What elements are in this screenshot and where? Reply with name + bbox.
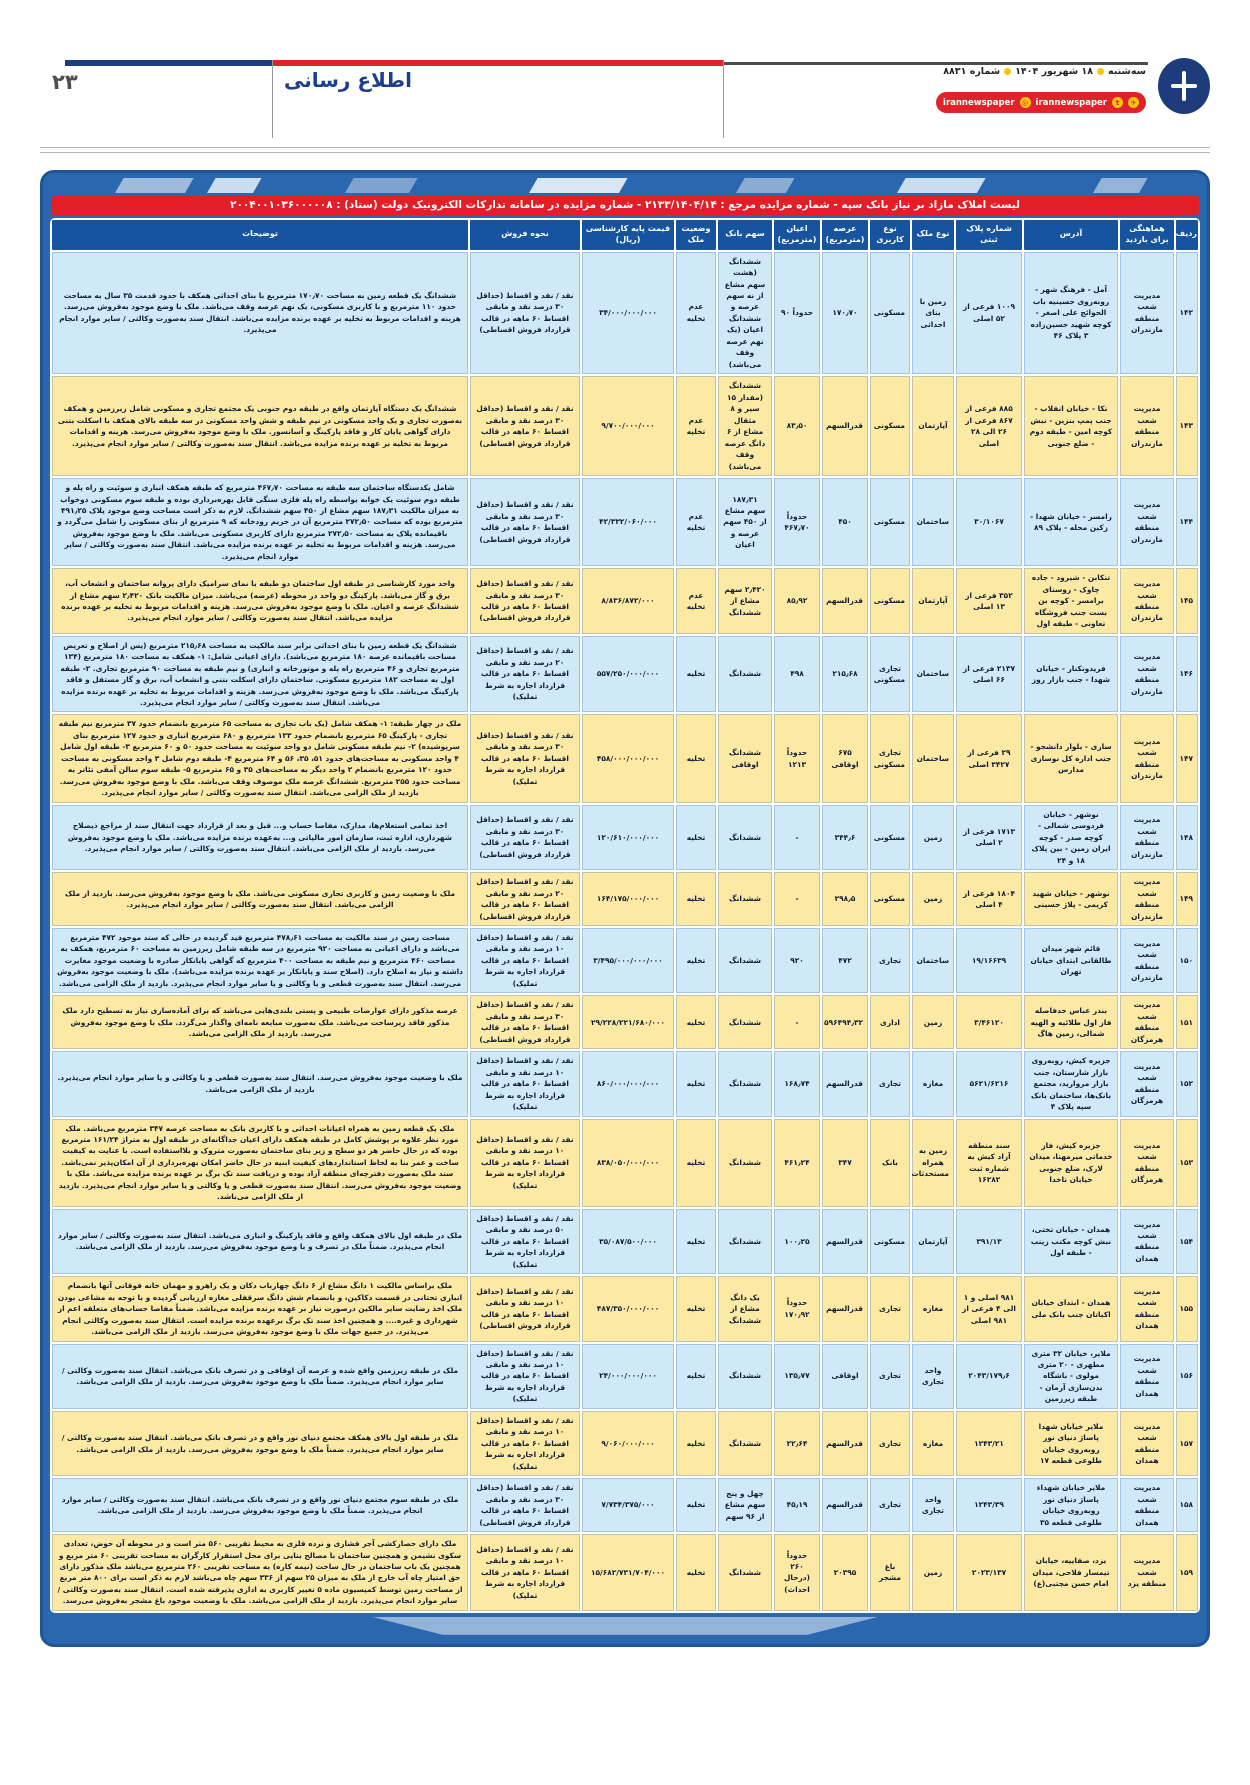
cell-coordination: مدیریت شعب منطقه همدان xyxy=(1120,1478,1174,1532)
cell-notes: ملک براساس مالکیت ۱ دانگ مشاع از ۶ دانگ چهارباب دکان و یک راهرو و مهمان خانه فوقانی آنها بانضمام انباری تحتانی در قسمت دکاکین، و بانضمام شش دانگ سرقفلی مغازه ارزیابی گردیده و با توجه به مشاعی بودن ملک اخذ رضایت سایر مالکین درصورت نیاز بر عهده برنده مزایده می‌باشد. ضمناً مفاصا حساب‌های متعلقه اعم از شهرداری و غیره.... و همچنین اخذ سند تک برگ برعهده برنده مزایده است. انتقال سند به‌صورت وکالتی انجام می‌پذیرد. در جمیع جهات ملک با وضع موجود به‌فروش می‌رسد. بازدید از ملک الزامی می‌باشد. xyxy=(52,1276,468,1341)
cell-bank-share: ششدانگ xyxy=(718,872,772,926)
cell-usage-type: تجاری مسکونی xyxy=(870,636,910,713)
cell-building-area: ۱۳۵٫۷۷ xyxy=(774,1344,820,1409)
cell-plate-number: ۱۰۰۹ فرعی از ۵۲ اصلی xyxy=(956,252,1022,375)
cell-row-number: ۱۴۷ xyxy=(1176,714,1198,802)
table-header xyxy=(52,220,1198,250)
cell-sale-method: نقد / نقد و اقساط (حداقل ۳۰ درصد نقد و مابقی اقساط ۶۰ ماهه در قالب قرارداد فروش اقساطی) xyxy=(470,995,580,1049)
cell-row-number: ۱۵۸ xyxy=(1176,1478,1198,1532)
cell-property-status: عدم تخلیه xyxy=(676,568,716,633)
cell-property-type: زمین xyxy=(912,805,954,870)
cell-row-number: ۱۵۰ xyxy=(1176,928,1198,993)
cell-plate-number: ۱۷۱۳ فرعی از ۲ اصلی xyxy=(956,805,1022,870)
cell-coordination: مدیریت شعب منطقه مازندران xyxy=(1120,872,1174,926)
cell-address: جزیره کیش، روبه‌روی بازار شارستان، جنب بازار مروارید، مجتمع بانک‌ها، ساختمان بانک سپه پلاک ۴ xyxy=(1024,1051,1118,1116)
cell-notes: ملک در طبقه زیرزمین واقع شده و عرصه آن اوقافی و در تصرف بانک می‌باشد. انتقال سند به‌صورت وکالتی / سایر موارد انجام می‌پذیرد. ضمناً ملک با وضع موجود به‌فروش می‌رسد. بازدید از ملک الزامی می‌باشد. xyxy=(52,1344,468,1409)
cell-property-type: زمین با بنای احداثی xyxy=(912,252,954,375)
cell-bank-share: ششدانگ اوقافی xyxy=(718,714,772,802)
cell-notes: ششدانگ یک قطعه زمین با بنای احداثی برابر سند مالکیت به مساحت ۲۱۵٫۶۸ مترمربع (پس از اصلاح و تعریض مساحت باقیمانده عرصه ۱۸۰ مترمربع می‌باشد). دارای اعیانی شامل: ۱- همکف به مساحت ۱۸۰ مترمربع (۱۳۴ مترمربع تجاری و ۴۶ مترمربع راه پله و موتورخانه و انباری) و نیم طبقه به مساحت ۹۰ مترمربع تجاری. ۲- طبقه اول به مساحت ۱۸۲ مترمربع مسکونی. ساختمان دارای اسکلت بتنی و انشعاب آب، برق و گاز مستقل و فاقد پارکینگ می‌باشد. ملک با وضع موجود به‌فروش می‌رسد. هزینه و اقدامات مربوط به تخلیه بر عهده برنده مزایده می‌باشد. انتقال سند به‌صورت وکالتی / سایر موارد انجام می‌پذیرد. xyxy=(52,636,468,713)
cell-row-number: ۱۵۲ xyxy=(1176,1051,1198,1116)
cell-address: ملایر، خیابان ۳۲ متری مطهری - ۲۰ متری مولوی - باشگاه بدن‌سازی آرمان - طبقه زیرزمین xyxy=(1024,1344,1118,1409)
cell-notes: شامل یکدستگاه ساختمان سه طبقه به مساحت ۴۶۷٫۷۰ مترمربع که طبقه همکف انباری و سوئیت و راه پله و طبقه دوم سوئیت یک خوابه بواسطه راه پله فلزی سنگی قابل بهره‌برداری بوده و طبقه سوم مسکونی دوخواب به میزان مالکیت ۱۸۷٫۳۱ سهم مشاع از ۴۵۰ سهم ششدانگ. لازم به ذکر است مساحت وضع موجود پلاک ۴۹۱٫۲۵ مترمربع بوده که مساحت ۲۷۲٫۵۰ مترمربع آن در حریم رودخانه که ۹ مترمربع از بنای مسکونی را شامل می‌گردد و باقیمانده پلاک به مساحت ۲۷۲٫۵۰ مترمربع دارای کاربری مسکونی می‌باشد. ملک با وضع موجود به‌فروش می‌رسد. هزینه و اقدامات مربوط به تخلیه بر عهده برنده مزایده می‌باشد. انتقال سند به‌صورت وکالتی / سایر موارد انجام می‌پذیرد. xyxy=(52,478,468,566)
cell-sale-method: نقد / نقد و اقساط (حداقل ۳۰ درصد نقد و مابقی اقساط ۶۰ ماهه در قالب قرارداد اجاره به شرط تملیک) xyxy=(470,714,580,802)
cell-property-status: تخلیه xyxy=(676,1051,716,1116)
separator-dot-icon xyxy=(1004,68,1011,75)
cell-land-area: ۲۰۳۹۵ xyxy=(822,1534,868,1611)
table-row xyxy=(52,252,1198,375)
cell-property-status: تخلیه xyxy=(676,1209,716,1274)
cell-bank-share: ششدانگ xyxy=(718,636,772,713)
cell-base-price: ۹/۷۰۰/۰۰۰/۰۰۰ xyxy=(582,376,674,476)
social-handle[interactable]: irannewspaper xyxy=(943,97,1015,108)
column-header: نوع ملک xyxy=(912,220,954,250)
table-row xyxy=(52,714,1198,802)
cell-property-status: عدم تخلیه xyxy=(676,252,716,375)
cell-bank-share: ششدانگ xyxy=(718,1411,772,1476)
cell-coordination: مدیریت شعب منطقه مازندران xyxy=(1120,478,1174,566)
cell-row-number: ۱۴۸ xyxy=(1176,805,1198,870)
cell-base-price: ۲۹/۲۲۸/۲۲۱/۶۸۰/۰۰۰ xyxy=(582,995,674,1049)
cell-notes: ملک با وضعیت موجود به‌فروش می‌رسد. انتقال سند به‌صورت قطعی و یا وکالتی و یا سایر موارد انجام می‌پذیرد. بازدید از ملک الزامی می‌باشد. xyxy=(52,1051,468,1116)
weekday: سه‌شنبه xyxy=(1108,66,1146,77)
cell-base-price: ۱۲۰/۶۱۰/۰۰۰/۰۰۰ xyxy=(582,805,674,870)
cell-building-area: حدوداً ۱۲۱۳ xyxy=(774,714,820,802)
cell-property-type: ساختمان xyxy=(912,714,954,802)
cell-property-type: مغازه xyxy=(912,1411,954,1476)
cell-land-area: ۶۷۵ اوقافی xyxy=(822,714,868,802)
cell-notes: ششدانگ یک قطعه زمین به مساحت ۱۷۰٫۷۰ مترمربع با بنای احداثی همکف با حدود قدمت ۳۵ سال به مساحت حدود ۱۱۰ مترمربع و با کاربری مسکونی، یک نهم عرصه وقف می‌باشد. ملک با وضع موجود به‌فروش می‌رسد. هزینه و اقدامات مربوط به تخلیه بر عهده برنده مزایده می‌باشد. انتقال سند به‌صورت وکالتی / سایر موارد انجام می‌پذیرد. xyxy=(52,252,468,375)
cell-base-price: ۴۸۷/۳۵۰/۰۰۰/۰۰۰ xyxy=(582,1276,674,1341)
table-row xyxy=(52,1534,1198,1611)
cell-sale-method: نقد / نقد و اقساط (حداقل ۱۰ درصد نقد و مابقی اقساط ۶۰ ماهه در قالب قرارداد فروش اقساطی) xyxy=(470,1276,580,1341)
cell-notes: ملک دارای حصارکشی آجر فشاری و نرده فلزی به محیط تقریبی ۵۶۰ متر است و در محوطه آن حوض، تعدادی سکوی نشیمن و همچنین ساختمان با مصالح بنایی برای محل استقرار کارگران به مساحت تقریبی ۶۰ متر مربع و همچنین یک باب ساختمان در حال ساخت (نیمه کاره) به مساحت تقریبی ۲۶۰ مترمربع می‌باشد ملک مذکور دارای حق امتیاز چاه آب خارج از ملک به میزان ۲۵ سهم از ۳۳۶ سهم چاه می‌باشد لازم به ذکر است برای ۸۰۰ متر مربع از مساحت زمین توسط کمیسیون ماده ۵ تغییر کاربری به اداری پذیرفته شده است. انتقال سند به‌صورت وکالتی / سایر موارد انجام می‌پذیرد. بازدید از ملک الزامی می‌باشد. ملک با وضعیت موجود باغ مشجر به‌فروش می‌رسد. xyxy=(52,1534,468,1611)
cell-building-area: - xyxy=(774,872,820,926)
auction-table-frame xyxy=(40,170,1210,1647)
masthead-red-bar xyxy=(272,60,723,66)
cell-base-price: ۱۶۴/۱۷۵/۰۰۰/۰۰۰ xyxy=(582,872,674,926)
cell-land-area: ۴۷۲ xyxy=(822,928,868,993)
cell-property-status: تخلیه xyxy=(676,1534,716,1611)
table-row xyxy=(52,872,1198,926)
cell-sale-method: نقد / نقد و اقساط (حداقل ۱۰ درصد نقد و مابقی اقساط ۶۰ ماهه در قالب قرارداد اجاره به شرط تملیک) xyxy=(470,928,580,993)
cell-usage-type: تجاری xyxy=(870,1478,910,1532)
cell-property-type: زمین xyxy=(912,872,954,926)
cell-address: ملایر خیابان شهداء پاساژ دنیای نور روبه‌روی خیابان طلوعی قطعه ۳۵ xyxy=(1024,1478,1118,1532)
cell-coordination: مدیریت شعب منطقه مازندران xyxy=(1120,714,1174,802)
cell-coordination: مدیریت شعب منطقه هرمزگان xyxy=(1120,1119,1174,1207)
cell-base-price: ۸۳۸/۰۵۰/۰۰۰/۰۰۰ xyxy=(582,1119,674,1207)
logo-plus-icon xyxy=(1171,71,1197,101)
table-row xyxy=(52,1411,1198,1476)
column-header: وضعیت ملک xyxy=(676,220,716,250)
cell-coordination: مدیریت شعب منطقه مازندران xyxy=(1120,252,1174,375)
cell-address: یزد، صفاییه، خیابان تیمسار فلاحی، میدان امام حسن مجتبی(ع) xyxy=(1024,1534,1118,1611)
cell-building-area: ۱۰۰٫۲۵ xyxy=(774,1209,820,1274)
cell-usage-type: تجاری مسکونی xyxy=(870,714,910,802)
cell-notes: اخذ تمامی استعلام‌ها، مدارک، مفاصا حساب و... قبل و بعد از قرارداد جهت انتقال سند از مراجع ذیصلاح شهرداری، اداره ثبت، سازمان امور مالیاتی و... به‌عهده برنده مزایده می‌باشد. ملک با وضع موجود به‌فروش می‌رسد. بازدید از ملک الزامی می‌باشد. انتقال سند به‌صورت وکالتی / سایر موارد انجام می‌پذیرد. xyxy=(52,805,468,870)
cell-address: فریدونکنار - خیابان شهدا - جنب بازار روز xyxy=(1024,636,1118,713)
cell-notes: ملک در چهار طبقه: ۱- همکف شامل (یک باب تجاری به مساحت ۶۵ مترمربع بانضمام حدود ۳۷ مترمربع نیم طبقه تجاری - پارکینگ ۶۵ مترمربع بانضمام حدود ۱۳۳ مترمربع و ۶۸۰ مترمربع انباری و حدود ۱۲۷ مترمربع بنای سرپوشیده) ۲- نیم طبقه مسکونی شامل دو واحد سوئیت به مساحت حدود ۵۰ و ۶۰ مترمربع ۳- طبقه اول شامل ۴ واحد مسکونی به مساحت‌های حدود ۵۱، ۳۵، ۵۶ و ۶۴ مترمربع ۴- طبقه دوم شامل ۳ واحد مسکونی به مساحت حدود ۱۲۰ مترمربع بانضمام ۲ واحد دیگر به مساحت‌های ۳۵ و ۶۵ مترمربع ۵- طبقه سوم سالن آمفی تئاتر به مساحت حدود ۲۵۵ مترمربع. ششدانگ عرصه ملک موصوف وقف می‌باشد. ملک با وضع موجود به‌فروش می‌رسد. بازدید از ملک الزامی می‌باشد. انتقال سند به‌صورت وکالتی / سایر موارد انجام می‌پذیرد. xyxy=(52,714,468,802)
cell-building-area: ۲۲٫۶۴ xyxy=(774,1411,820,1476)
issue-date-line xyxy=(943,66,1146,77)
cell-property-status: تخلیه xyxy=(676,928,716,993)
cell-bank-share: ششدانگ xyxy=(718,1344,772,1409)
cell-sale-method: نقد / نقد و اقساط (حداقل ۳۰ درصد نقد و مابقی اقساط ۶۰ ماهه در قالب قرارداد فروش اقساطی) xyxy=(470,805,580,870)
cell-property-type: آپارتمان xyxy=(912,1209,954,1274)
cell-address: نکا - خیابان انقلاب - جنب پمپ بنزین - نبش کوچه امین - طبقه دوم - ضلع جنوبی xyxy=(1024,376,1118,476)
cell-property-type: مغازه xyxy=(912,1276,954,1341)
cell-sale-method: نقد / نقد و اقساط (حداقل ۳۰ درصد نقد و مابقی اقساط ۶۰ ماهه در قالب قرارداد فروش اقساطی) xyxy=(470,478,580,566)
column-header: توضیحات xyxy=(52,220,468,250)
cell-base-price: ۳۵/۰۸۷/۵۰۰/۰۰۰ xyxy=(582,1209,674,1274)
cell-row-number: ۱۴۳ xyxy=(1176,376,1198,476)
table-body xyxy=(52,252,1198,1611)
instagram-icon[interactable]: ◎ xyxy=(1020,97,1031,108)
cell-coordination: مدیریت شعب منطقه یزد xyxy=(1120,1534,1174,1611)
column-header: سهم بانک xyxy=(718,220,772,250)
header-row xyxy=(52,220,1198,250)
cell-sale-method: نقد / نقد و اقساط (حداقل ۳۰ درصد نقد و مابقی اقساط ۶۰ ماهه در قالب قرارداد فروش اقساطی) xyxy=(470,1478,580,1532)
cell-property-status: عدم تخلیه xyxy=(676,376,716,476)
table-row xyxy=(52,376,1198,476)
masthead-divider xyxy=(272,60,273,138)
cell-coordination: مدیریت شعب منطقه مازندران xyxy=(1120,568,1174,633)
column-header: نحوه فروش xyxy=(470,220,580,250)
cell-sale-method: نقد / نقد و اقساط (حداقل ۲۰ درصد نقد و مابقی اقساط ۶۰ ماهه در قالب قرارداد اجاره به شرط تملیک) xyxy=(470,636,580,713)
cell-land-area: قدرالسهم xyxy=(822,568,868,633)
cell-usage-type: مسکونی xyxy=(870,252,910,375)
cell-base-price: ۸/۸۳۶/۸۷۲/۰۰۰ xyxy=(582,568,674,633)
cell-bank-share: ششدانگ xyxy=(718,1209,772,1274)
cell-property-type: واحد تجاری xyxy=(912,1344,954,1409)
cell-property-status: تخلیه xyxy=(676,1276,716,1341)
cell-base-price: ۴۵۸/۰۰۰/۰۰۰/۰۰۰ xyxy=(582,714,674,802)
cell-row-number: ۱۵۹ xyxy=(1176,1534,1198,1611)
cell-address: تنکابن - شیرود - جاده چاوک - روستای برامسر - کوچه بن بست جنب فروشگاه تعاونی - طبقه اول xyxy=(1024,568,1118,633)
header-divider xyxy=(40,147,1210,148)
column-header: هماهنگی برای بازدید xyxy=(1120,220,1174,250)
cell-plate-number: ۲۰۴۳/۱۷۹٫۶ xyxy=(956,1344,1022,1409)
header-divider xyxy=(40,152,1210,153)
cell-row-number: ۱۴۹ xyxy=(1176,872,1198,926)
cell-address: قائم شهر میدان طالقانی ابتدای خیابان تهران xyxy=(1024,928,1118,993)
cell-property-type: واحد تجاری xyxy=(912,1478,954,1532)
cell-plate-number: ۳۵۲ فرعی از ۱۳ اصلی xyxy=(956,568,1022,633)
cell-usage-type: تجاری xyxy=(870,1344,910,1409)
cell-land-area: قدرالسهم xyxy=(822,376,868,476)
cell-address: نوشهر - خیابان شهید کریمی - پلاژ حسینی xyxy=(1024,872,1118,926)
cell-coordination: مدیریت شعب منطقه مازندران xyxy=(1120,928,1174,993)
cell-land-area: ۲۹۸٫۵ xyxy=(822,872,868,926)
table-row xyxy=(52,1119,1198,1207)
cell-usage-type: مسکونی xyxy=(870,872,910,926)
cell-bank-share: ششدانگ xyxy=(718,995,772,1049)
cell-property-type: ساختمان xyxy=(912,928,954,993)
cell-base-price: ۳۴/۰۰۰/۰۰۰/۰۰۰ xyxy=(582,252,674,375)
masthead-divider xyxy=(723,60,724,138)
column-header: نوع کاربری xyxy=(870,220,910,250)
table-row xyxy=(52,1478,1198,1532)
cell-usage-type: مسکونی xyxy=(870,478,910,566)
cell-notes: ملک در طبقه اول بالای همکف مجتمع دنیای نور واقع و در تصرف بانک می‌باشد. انتقال سند به‌صورت وکالتی / سایر موارد انجام می‌پذیرد. ضمناً ملک با وضع موجود به‌فروش می‌رسد. بازدید از ملک الزامی می‌باشد. xyxy=(52,1411,468,1476)
cell-usage-type: تجاری xyxy=(870,1411,910,1476)
cell-notes: واحد مورد کارشناسی در طبقه اول ساختمان دو طبقه با نمای سرامیک دارای پروانه ساختمان و انشعاب آب، برق و گاز می‌باشد. پارکینگ دو واحد در محوطه (عرصه) می‌باشد. میزان مالکیت بانک ۲٫۴۲۰ سهم مشاع از ششدانگ عرصه و اعیان. ملک با وضع موجود به‌فروش می‌رسد. هزینه و اقدامات مربوط به تخلیه بر عهده برنده مزایده می‌باشد. انتقال سند به‌صورت وکالتی / سایر موارد انجام می‌پذیرد. xyxy=(52,568,468,633)
table-row xyxy=(52,1051,1198,1116)
column-header: عرصه (مترمربع) xyxy=(822,220,868,250)
cell-row-number: ۱۴۶ xyxy=(1176,636,1198,713)
cell-notes: عرصه مذکور دارای عوارضات طبیعی و پستی بلندی‌هایی می‌باشد که برای آماده‌سازی نیاز به تسطیح دارد ملک مذکور فاقد زیرساخت می‌باشد. ملک به‌صورت مبایعه نامه‌ای واگذار می‌گردد. ملک با وضع موجود به‌فروش می‌رسد. بازدید از ملک الزامی می‌باشد. xyxy=(52,995,468,1049)
cell-property-status: تخلیه xyxy=(676,805,716,870)
cell-plate-number: ۸۸۵ فرعی از ۸۶۷ فرعی از ۲۶ الی ۲۸ اصلی xyxy=(956,376,1022,476)
cell-bank-share: ششدانگ (هشت سهم مشاع از نه سهم عرصه و ششدانگ اعیان (یک نهم عرصه وقف می‌باشد) xyxy=(718,252,772,375)
cell-building-area: حدوداً ۴۶۷٫۷۰ xyxy=(774,478,820,566)
cell-building-area: حدوداً ۲۶۰ (درحال احداث) xyxy=(774,1534,820,1611)
cell-plate-number: ۱۲۴۳/۲۱ xyxy=(956,1411,1022,1476)
cell-notes: ششدانگ یک دستگاه آپارتمان واقع در طبقه دوم جنوبی یک مجتمع تجاری و مسکونی شامل زیرزمین و همکف به‌صورت تجاری و یک واحد مسکونی در نیم طبقه و شش واحد مسکونی در سه طبقه بالای همکف با اسکلت بتنی دارای گواهی پایان کار و فاقد پارکینگ و آسانسور. ملک با وضع موجود به‌فروش می‌رسد. هزینه و اقدامات مربوط به تخلیه بر عهده برنده مزایده می‌باشد. انتقال سند به‌صورت وکالتی / سایر موارد انجام می‌پذیرد. xyxy=(52,376,468,476)
cell-property-type: زمین xyxy=(912,995,954,1049)
cell-sale-method: نقد / نقد و اقساط (حداقل ۳۰ درصد نقد و مابقی اقساط ۶۰ ماهه در قالب قرارداد فروش اقساطی) xyxy=(470,252,580,375)
cell-property-status: تخلیه xyxy=(676,1344,716,1409)
table-row xyxy=(52,478,1198,566)
table-top-decoration xyxy=(50,178,1200,193)
cell-building-area: - xyxy=(774,995,820,1049)
table-row xyxy=(52,1344,1198,1409)
cell-bank-share: چهل و پنج سهم مشاع از ۹۶ سهم xyxy=(718,1478,772,1532)
cell-building-area: ۸۳٫۵۰ xyxy=(774,376,820,476)
cell-address: نوشهر - خیابان فردوسی شمالی - کوچه صدر - کوچه ایران زمین - بین پلاک ۱۸ و ۲۴ xyxy=(1024,805,1118,870)
column-header: ردیف xyxy=(1176,220,1198,250)
cell-sale-method: نقد / نقد و اقساط (حداقل ۱۰ درصد نقد و مابقی اقساط ۶۰ ماهه در قالب قرارداد اجاره به شرط تملیک) xyxy=(470,1534,580,1611)
cell-usage-type: تجاری xyxy=(870,928,910,993)
issue-date: ۱۸ شهریور ۱۴۰۴ xyxy=(1015,66,1094,77)
cell-notes: ملک یک قطعه زمین به همراه اعیانات احداثی و با کاربری بانک به مساحت عرصه ۳۴۷ مترمربع می‌باشد. ملک مورد نظر علاوه بر پوشش کامل در طبقه همکف دارای اعیان جداگانه‌ای در طبقه اول به متراژ ۱۶۱/۲۴ مترمربع بوده که در حال حاضر هر دو سطح و زیر بنای ساختمان به‌صورت متروک و بلااستفاده است. با عنایت به کیفیت ساخت و عمر بنا به لحاظ استانداردهای کیفیت ابنیه در حال حاضر امکان بهره‌برداری از آن امکان‌پذیر نمی‌باشد. سند ملک به‌صورت دفترچه‌ای منطقه آزاد بوده و دریافت سند تک برگ بر عهده برنده مزایده می‌باشد. ملک با وضعیت موجود به‌فروش می‌رسد. انتقال سند به‌صورت قطعی و یا وکالتی و یا سایر موارد انجام می‌پذیرد. بازدید از ملک الزامی می‌باشد. xyxy=(52,1119,468,1207)
issue-number: شماره ۸۸۳۱ xyxy=(943,66,1001,77)
cell-property-type: زمین به همراه مستحدثات xyxy=(912,1119,954,1207)
cell-sale-method: نقد / نقد و اقساط (حداقل ۱۰ درصد نقد و مابقی اقساط ۶۰ ماهه در قالب قرارداد اجاره به شرط تملیک) xyxy=(470,1119,580,1207)
cell-usage-type: بانک xyxy=(870,1119,910,1207)
cell-notes: ملک در طبقه سوم مجتمع دنیای نور واقع و در تصرف بانک می‌باشد. انتقال سند به‌صورت وکالتی / سایر موارد انجام می‌پذیرد. ضمناً ملک با وضع موجود به‌فروش می‌رسد. بازدید از ملک الزامی می‌باشد. xyxy=(52,1478,468,1532)
table-title: لیست املاک مازاد بر نیاز بانک سپه - شماره مزایده مرجع : ۲۱۳۳/۱۴۰۴/۱۴ - شماره مزایده در سامانه تدارکات الکترونیک دولت (ستاد) : ۲۰۰۴۰۰۱۰۳۶۰۰۰۰۰۸ xyxy=(51,196,1199,215)
cell-sale-method: نقد / نقد و اقساط (حداقل ۲۰ درصد نقد و مابقی اقساط ۶۰ ماهه در قالب قرارداد فروش اقساطی) xyxy=(470,872,580,926)
cell-base-price: ۸۶۰/۰۰۰/۰۰۰/۰۰۰ xyxy=(582,1051,674,1116)
cell-coordination: مدیریت شعب منطقه مازندران xyxy=(1120,376,1174,476)
cell-coordination: مدیریت شعب منطقه همدان xyxy=(1120,1411,1174,1476)
cell-land-area: قدرالسهم xyxy=(822,1276,868,1341)
cell-property-status: تخلیه xyxy=(676,714,716,802)
cell-bank-share: ۱۸۷٫۳۱ سهم مشاع از ۴۵۰ سهم عرصه و اعیان xyxy=(718,478,772,566)
cell-plate-number: ۳۹۱/۱۳ xyxy=(956,1209,1022,1274)
cell-usage-type: تجاری xyxy=(870,1276,910,1341)
cell-sale-method: نقد / نقد و اقساط (حداقل ۳۰ درصد نقد و مابقی اقساط ۶۰ ماهه در قالب قرارداد فروش اقساطی) xyxy=(470,376,580,476)
cell-base-price: ۲۴/۰۰۰/۰۰۰/۰۰۰ xyxy=(582,1344,674,1409)
cell-coordination: مدیریت شعب منطقه هرمزگان xyxy=(1120,995,1174,1049)
cell-sale-method: نقد / نقد و اقساط (حداقل ۱۰ درصد نقد و مابقی اقساط ۶۰ ماهه در قالب قرارداد اجاره به شرط تملیک) xyxy=(470,1411,580,1476)
cell-plate-number: ۱۹/۱۶۶۳۹ xyxy=(956,928,1022,993)
cell-notes: ملک با وضعیت زمین و کاربری تجاری مسکونی می‌باشد. ملک با وضع موجود به‌فروش می‌رسد. بازدید از ملک الزامی می‌باشد. انتقال سند به‌صورت وکالتی / سایر موارد انجام می‌پذیرد. xyxy=(52,872,468,926)
cell-bank-share: ۲٫۴۲۰ سهم مشاع از ششدانگ xyxy=(718,568,772,633)
cell-plate-number: ۲۱۳۷ فرعی از ۶۶ اصلی xyxy=(956,636,1022,713)
social-media-badge[interactable] xyxy=(936,92,1146,113)
cell-address: بندر عباس حدفاصله فاز اول طلائیه و الهیه شمالی، زمین هاگ xyxy=(1024,995,1118,1049)
cell-building-area: ۹۲۰ xyxy=(774,928,820,993)
cell-base-price: ۱۵/۶۸۲/۷۳۱/۷۰۴/۰۰۰ xyxy=(582,1534,674,1611)
cell-usage-type: تجاری xyxy=(870,1051,910,1116)
cell-property-type: ساختمان xyxy=(912,478,954,566)
cell-building-area: حدوداً ۹۰ xyxy=(774,252,820,375)
cell-row-number: ۱۴۵ xyxy=(1176,568,1198,633)
cell-plate-number: ۳۰/۱۰۶۷ xyxy=(956,478,1022,566)
page-number: ۲۳ xyxy=(52,70,78,94)
cell-building-area: ۴۶۱٫۲۴ xyxy=(774,1119,820,1207)
cell-plate-number: سند منطقه آزاد کیش به شماره ثبت ۱۶۲۸۲ xyxy=(956,1119,1022,1207)
cell-land-area: قدرالسهم xyxy=(822,1478,868,1532)
cell-row-number: ۱۵۴ xyxy=(1176,1209,1198,1274)
cell-coordination: مدیریت شعب منطقه مازندران xyxy=(1120,636,1174,713)
cell-property-type: زمین xyxy=(912,1534,954,1611)
table-row xyxy=(52,1209,1198,1274)
iran-newspaper-logo xyxy=(1158,58,1210,114)
table-row xyxy=(52,1276,1198,1341)
cell-building-area: ۱۶۸٫۷۴ xyxy=(774,1051,820,1116)
cell-row-number: ۱۵۶ xyxy=(1176,1344,1198,1409)
column-header: قیمت پایه کارشناسی (ریال) xyxy=(582,220,674,250)
telegram-icon[interactable]: ✈ xyxy=(1128,97,1139,108)
twitter-icon[interactable]: t xyxy=(1112,97,1123,108)
cell-coordination: مدیریت شعب منطقه همدان xyxy=(1120,1209,1174,1274)
cell-usage-type: مسکونی xyxy=(870,568,910,633)
cell-base-price: ۷/۷۳۴/۳۷۵/۰۰۰ xyxy=(582,1478,674,1532)
cell-land-area: ۴۵۰ xyxy=(822,478,868,566)
cell-address: جزیره کیش، فاز خدماتی میرمهنا، میدان لارک، ضلع جنوبی خیابان ناخدا xyxy=(1024,1119,1118,1207)
cell-land-area: قدرالسهم xyxy=(822,1209,868,1274)
cell-plate-number: ۱۸۰۴ فرعی از ۴ اصلی xyxy=(956,872,1022,926)
cell-plate-number: ۱۲۴۳/۳۹ xyxy=(956,1478,1022,1532)
cell-property-status: تخلیه xyxy=(676,872,716,926)
cell-usage-type: باغ مشجر xyxy=(870,1534,910,1611)
cell-bank-share: ششدانگ (مقدار ۱۵ سیر و ۸ مثقال مشاع از ۶ دانگ عرصه وقف می‌باشد) xyxy=(718,376,772,476)
cell-address: ساری - بلوار دانشجو - جنب اداره کل نوسازی مدارس xyxy=(1024,714,1118,802)
cell-building-area: - xyxy=(774,805,820,870)
column-header: اعیان (مترمربع) xyxy=(774,220,820,250)
cell-property-status: تخلیه xyxy=(676,636,716,713)
cell-address: همدان - ابتدای خیابان اکباتان جنب بانک ملی xyxy=(1024,1276,1118,1341)
cell-address: همدان - خیابان تختی، نبش کوچه مکتب زینب - طبقه اول xyxy=(1024,1209,1118,1274)
cell-bank-share: ششدانگ xyxy=(718,928,772,993)
cell-row-number: ۱۴۴ xyxy=(1176,478,1198,566)
cell-property-type: آپارتمان xyxy=(912,376,954,476)
cell-coordination: مدیریت شعب منطقه همدان xyxy=(1120,1276,1174,1341)
table-row xyxy=(52,568,1198,633)
cell-usage-type: مسکونی xyxy=(870,1209,910,1274)
cell-row-number: ۱۵۵ xyxy=(1176,1276,1198,1341)
cell-bank-share: ششدانگ xyxy=(718,1534,772,1611)
cell-property-status: تخلیه xyxy=(676,995,716,1049)
cell-land-area: ۳۴۴٫۶ xyxy=(822,805,868,870)
cell-sale-method: نقد / نقد و اقساط (حداقل ۱۰ درصد نقد و مابقی اقساط ۶۰ ماهه در قالب قرارداد اجاره به شرط تملیک) xyxy=(470,1344,580,1409)
cell-land-area: ۵۹۶۴۹۴٫۳۲ xyxy=(822,995,868,1049)
cell-plate-number: ۹۸۱ اصلی و ۱ الی ۴ فرعی از ۹۸۱ اصلی xyxy=(956,1276,1022,1341)
cell-property-status: تخلیه xyxy=(676,1478,716,1532)
cell-property-type: ساختمان xyxy=(912,636,954,713)
cell-building-area: ۴۹۸ xyxy=(774,636,820,713)
cell-bank-share: ششدانگ xyxy=(718,805,772,870)
cell-row-number: ۱۵۷ xyxy=(1176,1411,1198,1476)
cell-land-area: ۲۱۵٫۶۸ xyxy=(822,636,868,713)
table-row xyxy=(52,928,1198,993)
cell-address: رامسر - خیابان شهدا - زکین محله - پلاک ۸۹ xyxy=(1024,478,1118,566)
section-title: اطلاع رسانی xyxy=(284,68,412,92)
cell-plate-number: ۲۰۲۳/۱۳۷ xyxy=(956,1534,1022,1611)
cell-row-number: ۱۴۲ xyxy=(1176,252,1198,375)
cell-land-area: ۳۴۷ xyxy=(822,1119,868,1207)
cell-address: ملایر خیابان شهدا پاساژ دنیای نور روبه‌روی خیابان طلوعی قطعه ۱۷ xyxy=(1024,1411,1118,1476)
masthead-gray-bar xyxy=(723,62,1148,65)
masthead-navy-bar xyxy=(65,60,272,66)
cell-usage-type: مسکونی xyxy=(870,805,910,870)
cell-property-status: تخلیه xyxy=(676,1119,716,1207)
cell-property-type: آپارتمان xyxy=(912,568,954,633)
cell-row-number: ۱۵۱ xyxy=(1176,995,1198,1049)
cell-usage-type: مسکونی xyxy=(870,376,910,476)
cell-land-area: قدرالسهم xyxy=(822,1411,868,1476)
cell-base-price: ۳/۴۹۵/۰۰۰/۰۰۰/۰۰۰ xyxy=(582,928,674,993)
cell-land-area: اوقافی xyxy=(822,1344,868,1409)
cell-property-type: مغازه xyxy=(912,1051,954,1116)
cell-coordination: مدیریت شعب منطقه هرمزگان xyxy=(1120,1051,1174,1116)
cell-address: آمل - فرهنگ شهر - روبه‌روی حسینیه باب الحوائج علی اصغر - کوچه شهید حسین‌زاده ۳ پلاک ۴۶ xyxy=(1024,252,1118,375)
cell-sale-method: نقد / نقد و اقساط (حداقل ۱۰ درصد نقد و مابقی اقساط ۶۰ ماهه در قالب قرارداد اجاره به شرط تملیک) xyxy=(470,1051,580,1116)
cell-bank-share: ششدانگ xyxy=(718,1051,772,1116)
cell-coordination: مدیریت شعب منطقه مازندران xyxy=(1120,805,1174,870)
cell-notes: ملک در طبقه اول بالای همکف واقع و فاقد پارکینگ و انباری می‌باشد. انتقال سند به‌صورت وکالتی / سایر موارد انجام می‌پذیرد. ضمناً ملک در تصرف و با وضع موجود به‌فروش می‌رسد. بازدید از ملک الزامی می‌باشد. xyxy=(52,1209,468,1274)
cell-row-number: ۱۵۳ xyxy=(1176,1119,1198,1207)
table-row xyxy=(52,805,1198,870)
social-handle[interactable]: irannewspaper xyxy=(1035,97,1107,108)
cell-usage-type: اداری xyxy=(870,995,910,1049)
cell-plate-number: ۵۶۲۱/۶۲۱۶ xyxy=(956,1051,1022,1116)
table-bottom-decoration xyxy=(50,1617,1200,1637)
cell-property-status: عدم تخلیه xyxy=(676,478,716,566)
cell-plate-number: ۳/۴۶۱۲۰ xyxy=(956,995,1022,1049)
separator-dot-icon xyxy=(1097,68,1104,75)
table-row xyxy=(52,995,1198,1049)
properties-table xyxy=(50,218,1200,1613)
cell-coordination: مدیریت شعب منطقه همدان xyxy=(1120,1344,1174,1409)
cell-building-area: ۸۵٫۹۲ xyxy=(774,568,820,633)
cell-base-price: ۴۲/۳۳۲/۰۶۰/۰۰۰ xyxy=(582,478,674,566)
cell-notes: مساحت زمین در سند مالکیت به مساحت ۴۷۸٫۶۱ مترمربع قید گردیده در حالی که سند موجود ۴۷۲ مترمربع می‌باشد و دارای اعیانی به مساحت ۹۲۰ مترمربع در سه طبقه شامل زیرزمین به مساحت ۶۰ مترمربع، همکف به مساحت ۴۶۰ مترمربع و نیم طبقه به مساحت ۴۰۰ مترمربع که گواهی پایانکار صادره با وضعیت موجود مغایرت داشته و نیاز به اصلاح دارد. (اصلاح سند و پایانکار بر عهده برنده مزایده می‌باشد). ملک با وضعیت موجود به‌فروش می‌رسد. انتقال سند به‌صورت قطعی و یا وکالتی و یا سایر موارد انجام می‌پذیرد. بازدید از ملک الزامی می‌باشد. xyxy=(52,928,468,993)
cell-property-status: تخلیه xyxy=(676,1411,716,1476)
cell-building-area: ۴۵٫۱۹ xyxy=(774,1478,820,1532)
column-header: شماره پلاک ثبتی xyxy=(956,220,1022,250)
cell-bank-share: یک دانگ مشاع از ششدانگ xyxy=(718,1276,772,1341)
cell-land-area: قدرالسهم xyxy=(822,1051,868,1116)
column-header: آدرس xyxy=(1024,220,1118,250)
cell-building-area: حدوداً ۱۷۰٫۹۲ xyxy=(774,1276,820,1341)
table-wrapper xyxy=(50,218,1200,1613)
table-row xyxy=(52,636,1198,713)
cell-base-price: ۹/۰۶۰/۰۰۰/۰۰۰ xyxy=(582,1411,674,1476)
cell-sale-method: نقد / نقد و اقساط (حداقل ۳۰ درصد نقد و مابقی اقساط ۶۰ ماهه در قالب قرارداد فروش اقساطی) xyxy=(470,568,580,633)
cell-land-area: ۱۷۰٫۷۰ xyxy=(822,252,868,375)
cell-sale-method: نقد / نقد و اقساط (حداقل ۵۰ درصد نقد و مابقی اقساط ۶۰ ماهه در قالب قرارداد اجاره به شرط تملیک) xyxy=(470,1209,580,1274)
cell-base-price: ۵۵۷/۲۵۰/۰۰۰/۰۰۰ xyxy=(582,636,674,713)
cell-plate-number: ۲۹ فرعی از ۳۴۲۷ اصلی xyxy=(956,714,1022,802)
cell-bank-share: ششدانگ xyxy=(718,1119,772,1207)
